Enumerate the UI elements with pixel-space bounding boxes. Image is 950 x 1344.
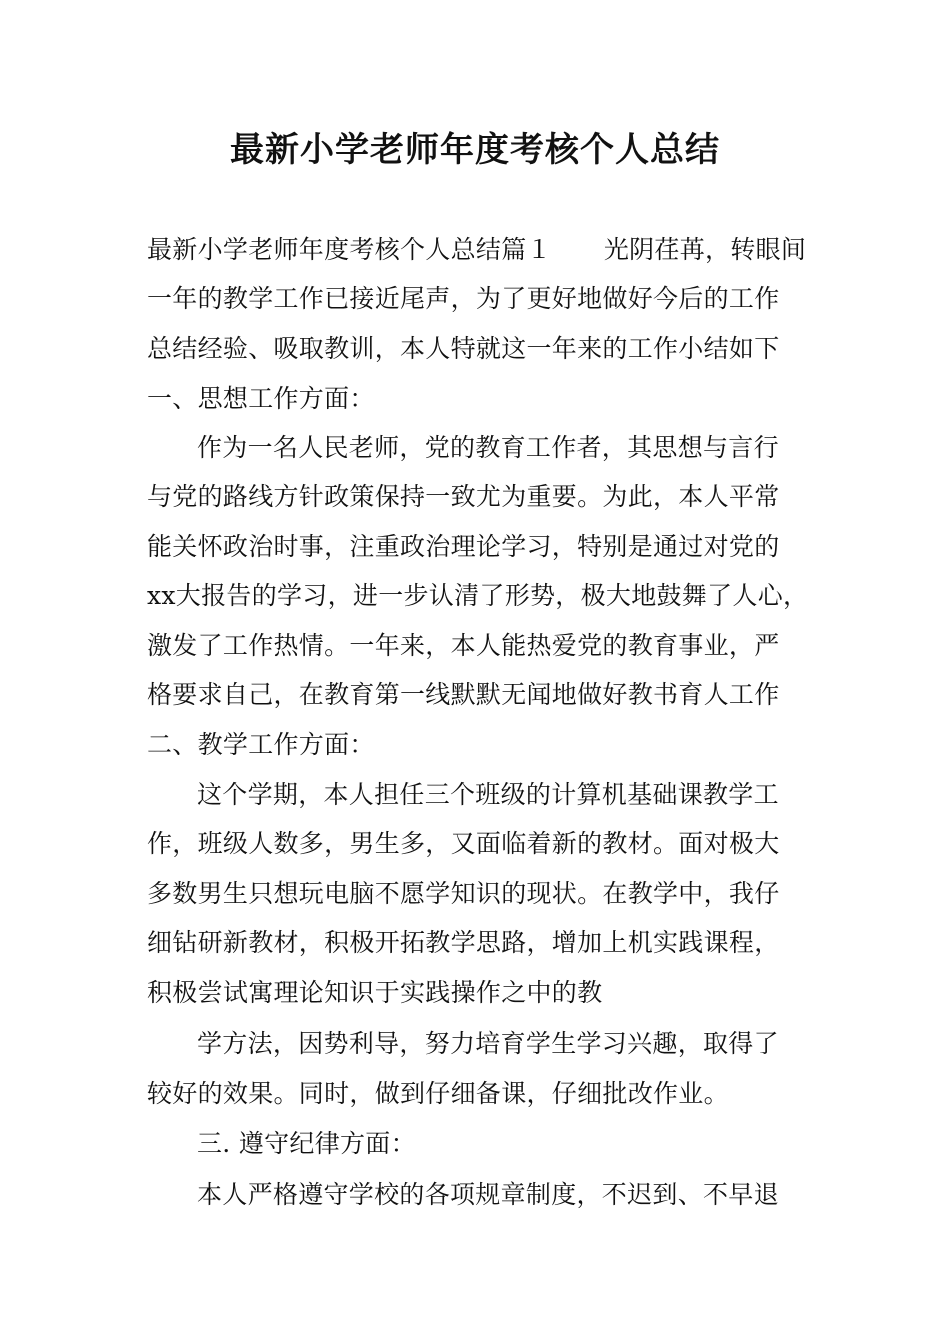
- paragraph-line: 激发了工作热情。一年来，本人能热爱党的教育事业，严: [147, 631, 780, 660]
- paragraph-line: 细钻研新教材，积极开拓教学思路，增加上机实践课程，: [147, 928, 780, 957]
- section-heading: 一、思想工作方面：: [147, 384, 375, 413]
- paragraph-line: 能关怀政治时事，注重政治理论学习，特别是通过对党的: [147, 532, 780, 561]
- paragraph-line: xx大报告的学习，进一步认清了形势，极大地鼓舞了人心，: [147, 581, 809, 610]
- section-heading: 二、教学工作方面：: [147, 730, 375, 759]
- first-line-text: 光阴荏苒，转眼间: [603, 235, 807, 264]
- paragraph-line: 总结经验、吸取教训，本人特就这一年来的工作小结如下: [147, 334, 780, 363]
- paragraph-line: 积极尝试寓理论知识于实践操作之中的教: [147, 978, 603, 1007]
- first-line: [147, 234, 806, 266]
- section-heading: 最新小学老师年度考核个人总结篇１: [147, 235, 552, 264]
- paragraph-line: 一年的教学工作已接近尾声，为了更好地做好今后的工作: [147, 284, 780, 313]
- paragraph-line: 这个学期，本人担任三个班级的计算机基础课教学工: [197, 780, 779, 809]
- paragraph-line: 多数男生只想玩电脑不愿学知识的现状。在教学中，我仔: [147, 879, 780, 908]
- document-title: 最新小学老师年度考核个人总结: [230, 130, 720, 170]
- paragraph-line: 与党的路线方针政策保持一致尤为重要。为此，本人平常: [147, 482, 780, 511]
- paragraph-line: 学方法，因势利导，努力培育学生学习兴趣，取得了: [197, 1029, 779, 1058]
- paragraph-line: 格要求自己，在教育第一线默默无闻地做好教书育人工作: [147, 680, 780, 709]
- paragraph-line: 作，班级人数多，男生多，又面临着新的教材。面对极大: [147, 829, 780, 858]
- paragraph-line: 作为一名人民老师，党的教育工作者，其思想与言行: [197, 433, 779, 462]
- paragraph-line: 较好的效果。同时，做到仔细备课，仔细批改作业。: [147, 1079, 729, 1108]
- paragraph-line: 本人严格遵守学校的各项规章制度，不迟到、不早退: [197, 1180, 779, 1209]
- section-heading: 三. 遵守纪律方面：: [197, 1129, 416, 1158]
